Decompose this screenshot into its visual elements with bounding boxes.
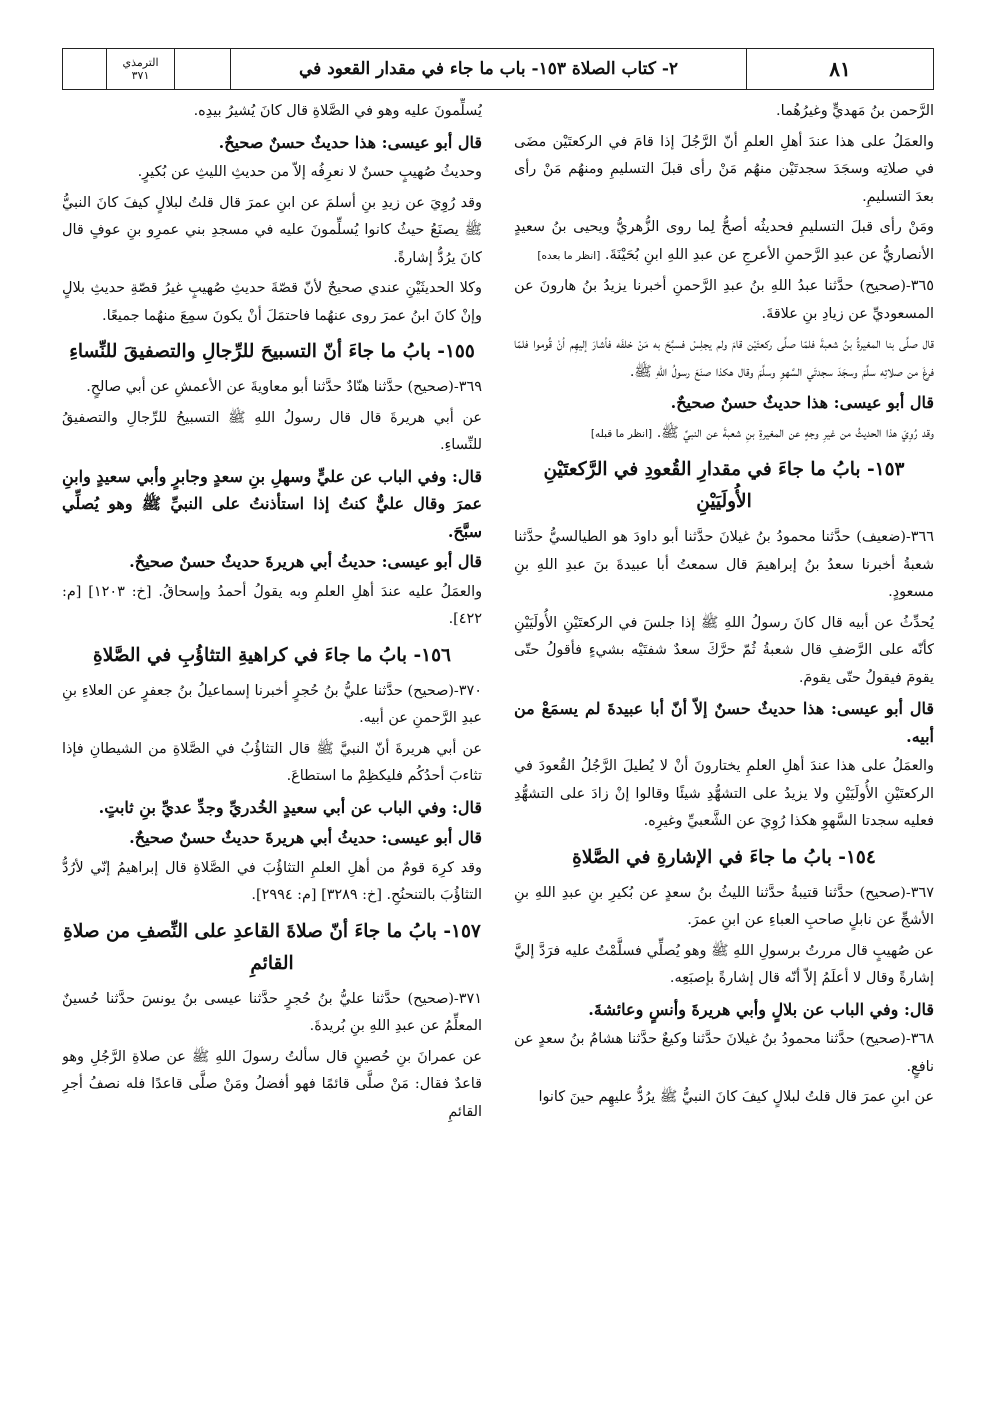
header-ref-number: ٣٧١ — [131, 69, 150, 82]
hadith-paragraph — [62, 190, 482, 273]
paragraph-text: ١٥٦- بابُ ما جاءَ في كراهيةِ التثاؤُبِ في الصَّلاةِ — [93, 644, 451, 666]
hadith-paragraph — [62, 1044, 482, 1127]
hadith-paragraph — [514, 129, 934, 212]
paragraph-text: والعمَلُ عليه عندَ أهلِ العلمِ وبه يقولُ أحمدُ وإسحاقُ. [خ: ١٢٠٣] [م: ٤٢٢]. — [62, 583, 482, 627]
hadith-paragraph — [62, 736, 482, 791]
paragraph-text: ٣٦٧-(صحيح) حدَّثنا قتيبةُ حدَّثنا الليثُ بنُ سعدٍ عن بُكيرِ بنِ عبدِ اللهِ بنِ الأشجِّ عن نابلٍ صاحبِ العباءِ عن ابنِ عمرَ. — [514, 884, 934, 928]
paragraph-text: ومَنْ رأى قبلَ التسليمِ فحديثُه أصحُّ لِما روى الزُّهريُّ ويحيى بنُ سعيدٍ الأنصاريُّ عن عبدِ الرَّحمنِ الأعرجِ عن عبدِ اللهِ ابنِ بُحَيْنَةَ. — [514, 219, 934, 263]
header-title: ٢- كتاب الصلاة ١٥٣- باب ما جاء في مقدار القعود في — [231, 49, 747, 89]
paragraph-text: وقد رُوِيَ عن زيدِ بنِ أسلمَ عن ابنِ عمرَ قال قلتُ لبلالٍ كيفَ كانَ النبيُّ ﷺ يصنَعُ حيثُ كانوا يُسلِّمونَ عليه في مسجدِ بني عمرِو بنِ عوفٍ قال كانَ يرُدُّ إشارةً. — [62, 194, 482, 266]
paragraph-text: قال: وفي الباب عن بلالٍ وأبي هريرةَ وأنسٍ وعائشةَ. — [588, 999, 934, 1019]
commentary-paragraph — [62, 548, 482, 576]
paragraph-text: والعمَلُ على هذا عندَ أهلِ العلمِ أنّ الرَّجُلَ إذا قامَ في الركعتَيْن مضَى في صلاتِه وسجَدَ سجدتَيْن منهُم مَنْ رأى قبلَ التسليمِ ومنهُم مَنْ رأى بعدَ التسليمِ. — [514, 133, 934, 205]
paragraph-text: قال أبو عيسى: هذا حديثٌ حسنٌ صحيحٌ. — [218, 132, 482, 152]
hadith-paragraph — [514, 273, 934, 328]
hadith-paragraph — [62, 275, 482, 330]
hadith-paragraph — [62, 579, 482, 634]
paragraph-text: عن ابنِ عمرَ قال قلتُ لبلالٍ كيفَ كانَ النبيُّ ﷺ يرُدُّ عليهِم حينَ كانوا — [538, 1089, 934, 1105]
paragraph-text: قال: وفي الباب عن أبي سعيدٍ الخُدريِّ وجدِّ عديِّ بنِ ثابتٍ. — [98, 797, 482, 817]
chapter-heading — [514, 842, 934, 874]
hadith-paragraph — [514, 938, 934, 993]
right-column — [514, 98, 934, 1388]
paragraph-text: عن أبي هريرةَ قال قال رسولُ اللهِ ﷺ التسبيحُ للرِّجالِ والتصفيقُ للنِّساءِ. — [62, 409, 482, 453]
hadith-paragraph — [62, 986, 482, 1041]
cross-reference: [انظر ما بعده] — [537, 249, 601, 262]
hadith-paragraph — [514, 524, 934, 607]
chapter-heading — [62, 916, 482, 980]
paragraph-text: ٣٦٩-(صحيح) حدَّثنا هنّادٌ حدَّثنا أبو معاويةَ عن الأعمشِ عن أبي صالحٍ. — [86, 379, 482, 395]
header-reference — [107, 49, 175, 89]
paragraph-text: الرَّحمن بنُ مَهديٍّ وغيرُهُما. — [776, 103, 934, 119]
header-blank-cell-2 — [175, 49, 231, 89]
hadith-paragraph — [514, 880, 934, 935]
header-ref-name: الترمذي — [122, 56, 159, 69]
page-header — [62, 48, 934, 90]
cross-reference: [انظر ما قبله] — [590, 427, 653, 440]
hadith-paragraph — [514, 1084, 934, 1112]
hadith-paragraph — [62, 855, 482, 910]
hadith-paragraph — [62, 405, 482, 460]
commentary-paragraph — [62, 129, 482, 157]
paragraph-text: عن أبي هريرةَ أنّ النبيَّ ﷺ قال التثاؤُبُ في الصَّلاةِ من الشيطانِ فإذا تثاءبَ أحدُكُم فليكظِمْ ما استطاعَ. — [62, 740, 482, 784]
paragraph-text: وقد كرِهَ قومٌ من أهلِ العلمِ التثاؤُبَ في الصَّلاةِ قال إبراهيمُ إنّي لأرُدُّ التثاؤُبَ بالتنحنُحِ. [خ: ٣٢٨٩] [م: ٢٩٩٤]. — [62, 859, 482, 903]
paragraph-text: ٣٧٠-(صحيح) حدَّثنا عليُّ بنُ حُجرٍ أخبرنا إسماعيلُ بنُ جعفرٍ عن العلاءِ بنِ عبدِ الرَّحمنِ عن أبيه. — [62, 682, 482, 726]
paragraph-text: ٣٦٨-(صحيح) حدَّثنا محمودُ بنُ غيلانَ حدَّثنا وكيعٌ حدَّثنا هشامُ بنُ سعدٍ عن نافعٍ. — [514, 1031, 934, 1075]
hadith-paragraph — [62, 678, 482, 733]
paragraph-text: وحديثُ صُهيبٍ حسنٌ لا نعرِفُه إلاّ من حديثِ الليثِ عن بُكيرٍ. — [137, 164, 482, 180]
paragraph-text: عن صُهيبٍ قال مررتُ برسولِ اللهِ ﷺ وهو يُصلِّي فسلَّمْتُ عليه فرَدَّ إليَّ إشارةً وقال لا أعلَمُ إلاّ أنّه قال إشارةً بإصبَعِه. — [514, 942, 934, 986]
paragraph-text: ٣٧١-(صحيح) حدَّثنا عليُّ بنُ حُجرٍ حدَّثنا عيسى بنُ يونسَ حدَّثنا حُسينٌ المعلِّمُ عن عبدِ اللهِ بنِ بُريدةَ. — [62, 990, 482, 1034]
hadith-paragraph — [514, 98, 934, 126]
hadith-paragraph — [514, 331, 934, 386]
commentary-paragraph — [62, 824, 482, 852]
paragraph-text: ٣٦٥-(صحيح) حدَّثنا عبدُ اللهِ بنُ عبدِ الرَّحمنِ أخبرنا يزيدُ بنُ هارونَ عن المسعوديِّ عن زيادِ بنِ علاقةَ. — [514, 278, 934, 322]
paragraph-text: ١٥٣- بابُ ما جاءَ في مقدارِ القُعودِ في الرَّكعتَيْنِ الأُولَيَيْنِ — [543, 459, 905, 512]
paragraph-text: وقد رُوِيَ هذا الحديثُ من غيرِ وجهٍ عن المغيرةِ بنِ شعبةَ عن النبيِّ ﷺ. — [656, 424, 934, 441]
left-column — [62, 98, 482, 1388]
paragraph-text: وكلا الحديثَيْنِ عندي صحيحٌ لأنّ قصّةَ حديثِ صُهيبٍ غيرُ قصّةِ حديثِ بلالٍ وإنْ كانَ ابنُ عمرَ روى عنهُما فاحتمَلَ أنْ يكونَ سمِعَ منهُما جميعًا. — [62, 280, 482, 324]
hadith-paragraph — [62, 98, 482, 126]
page-number: ٨١ — [829, 57, 851, 81]
paragraph-text: قال أبو عيسى: حديثُ أبي هريرةَ حديثٌ حسنٌ صحيحٌ. — [129, 552, 482, 571]
paragraph-text: ١٥٥- بابُ ما جاءَ أنّ التسبيحَ للرِّجالِ والتصفيقَ للنِّساءِ — [69, 341, 475, 362]
paragraph-text: قال صلَّى بنا المغيرةُ بنُ شعبةَ فلمّا صلَّى ركعتَيْن قامَ ولم يجلِسْ فسبَّحَ به مَنْ خلفَه فأشارَ إليهِم أنْ قُوموا فلمّا فرغَ من صلاتِه سلَّمَ وسجَدَ سجدتَي السَّهوِ وسلَّمَ وقال هكذا صنَعَ رسولُ اللهِ ﷺ. — [514, 336, 934, 380]
paragraph-text: قال أبو عيسى: حديثُ أبي هريرةَ حديثٌ حسنٌ صحيحٌ. — [129, 828, 482, 847]
paragraph-text: عن عمرانَ بنِ حُصينٍ قال سألتُ رسولَ اللهِ ﷺ عن صلاةِ الرَّجُلِ وهو قاعدٌ فقال: مَنْ صلَّى قائمًا فهو أفضلُ ومَنْ صلَّى قاعدًا فله نصفُ أجرِ القائمِ — [62, 1048, 482, 1120]
hadith-paragraph — [62, 159, 482, 187]
commentary-paragraph — [62, 463, 482, 546]
commentary-paragraph — [514, 389, 934, 417]
hadith-paragraph — [514, 610, 934, 693]
commentary-paragraph — [514, 695, 934, 750]
chapter-heading — [514, 454, 934, 518]
paragraph-text: ١٥٧- بابُ ما جاءَ أنّ صلاةَ القاعدِ على النِّصفِ من صلاةِ القائمِ — [63, 920, 481, 974]
chapter-heading — [62, 336, 482, 368]
paragraph-text: يُسلِّمونَ عليه وهو في الصَّلاةِ قال كانَ يُشيرُ بيدِه. — [193, 103, 482, 119]
paragraph-text: ٣٦٦-(ضعيف) حدَّثنا محمودُ بنُ غيلانَ حدَّثنا أبو داودَ هو الطيالسيُّ حدَّثنا شعبةُ أخبرنا سعدُ بنُ إبراهيمَ قال سمعتُ أبا عبيدةَ بنَ عبدِ اللهِ بنِ مسعودٍ. — [514, 529, 934, 600]
commentary-paragraph — [62, 794, 482, 822]
hadith-paragraph — [514, 420, 934, 449]
hadith-paragraph — [514, 214, 934, 270]
hadith-paragraph — [514, 1026, 934, 1081]
hadith-paragraph — [62, 374, 482, 402]
paragraph-text: ١٥٤- بابُ ما جاءَ في الإشارةِ في الصَّلاةِ — [572, 846, 876, 868]
hadith-paragraph — [514, 753, 934, 836]
paragraph-text: قال أبو عيسى: هذا حديثٌ حسنٌ إلاّ أنّ أبا عبيدةَ لم يسمَعْ من أبيه. — [514, 699, 934, 746]
header-blank-cell — [63, 49, 107, 89]
paragraph-text: والعمَلُ على هذا عندَ أهلِ العلمِ يختارونَ أنْ لا يُطيلَ الرَّجُلُ القُعودَ في الركعتَيْنِ الأُولَيَيْنِ ولا يزيدُ على التشهُّدِ شيئًا وقالوا إنْ زادَ على التشهُّدِ فعليه سجدتا السَّهوِ هكذا رُوِيَ عن الشَّعبيِّ وغيرِه. — [514, 758, 934, 829]
paragraph-text: قال: وفي الباب عن عليٍّ وسهلِ بنِ سعدٍ وجابرٍ وأبي سعيدٍ وابنِ عمرَ وقال عليٌّ كنتُ إذا استأذنتُ على النبيِّ ﷺ وهو يُصلِّي سبَّحَ. — [62, 466, 482, 541]
paragraph-text: يُحدِّثُ عن أبيه قال كانَ رسولُ اللهِ ﷺ إذا جلسَ في الركعتَيْنِ الأُولَيَيْنِ كأنّه على الرَّضفِ قال شعبةُ ثُمّ حرَّكَ سعدٌ شفتَيْه بشيءٍ فأقولُ حتّى يقومَ فيقولُ حتّى يقومَ. — [514, 614, 934, 686]
chapter-heading — [62, 640, 482, 672]
paragraph-text: قال أبو عيسى: هذا حديثٌ حسنٌ صحيحٌ. — [670, 393, 934, 412]
commentary-paragraph — [514, 996, 934, 1024]
